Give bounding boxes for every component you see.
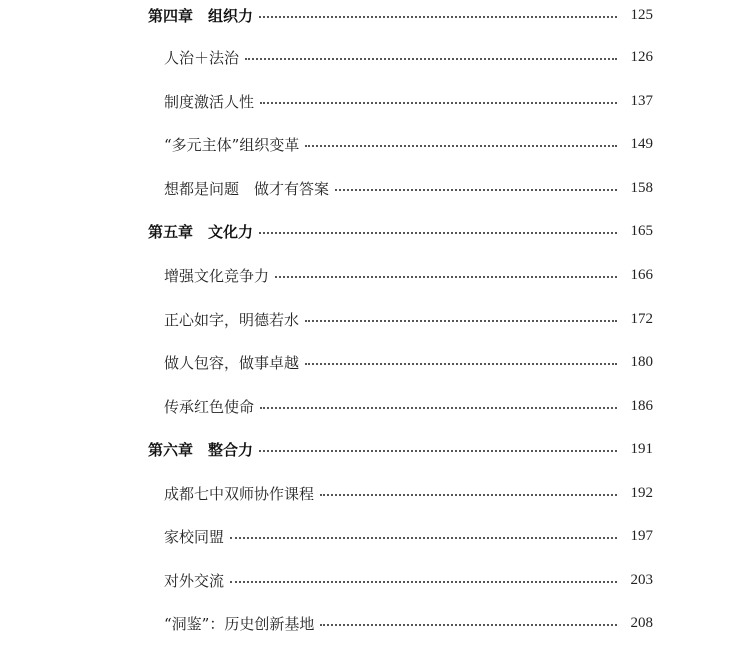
leader-dots bbox=[245, 58, 617, 60]
leader-dots bbox=[260, 102, 617, 104]
toc-entry-title: 家校同盟 bbox=[164, 527, 225, 546]
toc-section-entry bbox=[0, 304, 750, 334]
toc-entry-title: 传承红色使命 bbox=[164, 397, 255, 416]
toc-entry-title: 成都七中双师协作课程 bbox=[164, 484, 315, 503]
leader-dots bbox=[305, 320, 617, 322]
toc-entry-title: 第四章 组织力 bbox=[148, 6, 254, 25]
toc-entry-page: 172 bbox=[630, 310, 653, 327]
toc-chapter-entry bbox=[0, 0, 750, 30]
leader-dots bbox=[230, 581, 617, 583]
leader-dots bbox=[259, 232, 617, 234]
toc-entry-page: 125 bbox=[630, 6, 653, 23]
toc-entry-page: 191 bbox=[630, 440, 653, 457]
leader-dots bbox=[305, 363, 617, 365]
toc-entry-title: 人治＋法治 bbox=[164, 48, 240, 67]
toc-section-entry bbox=[0, 391, 750, 421]
leader-dots bbox=[230, 537, 617, 539]
toc-section-entry bbox=[0, 86, 750, 116]
toc-entry-title: “洞鉴”：历史创新基地 bbox=[164, 614, 315, 633]
toc-section-entry bbox=[0, 608, 750, 638]
toc-entry-title: 想都是问题 做才有答案 bbox=[164, 179, 330, 198]
toc-entry-title: 正心如字，明德若水 bbox=[164, 310, 300, 329]
toc-entry-title: 第六章 整合力 bbox=[148, 440, 254, 459]
leader-dots bbox=[305, 145, 617, 147]
toc-section-entry bbox=[0, 478, 750, 508]
toc-entry-title: 增强文化竞争力 bbox=[164, 266, 270, 285]
toc-entry-page: 158 bbox=[630, 179, 653, 196]
toc-entry-page: 149 bbox=[630, 135, 653, 152]
toc-section-entry bbox=[0, 521, 750, 551]
toc-entry-title: 第五章 文化力 bbox=[148, 222, 254, 241]
leader-dots bbox=[335, 189, 617, 191]
toc-entry-page: 208 bbox=[630, 614, 653, 631]
toc-section-entry bbox=[0, 173, 750, 203]
toc-section-entry bbox=[0, 347, 750, 377]
toc-entry-title: “多元主体”组织变革 bbox=[164, 135, 300, 154]
toc-section-entry bbox=[0, 129, 750, 159]
toc-entry-page: 203 bbox=[630, 571, 653, 588]
toc-section-entry bbox=[0, 260, 750, 290]
toc-entry-page: 126 bbox=[630, 48, 653, 65]
leader-dots bbox=[320, 624, 617, 626]
toc-entry-page: 166 bbox=[630, 266, 653, 283]
toc-entry-title: 做人包容，做事卓越 bbox=[164, 353, 300, 372]
toc-entry-page: 186 bbox=[630, 397, 653, 414]
toc-entry-page: 197 bbox=[630, 527, 653, 544]
toc-entry-page: 180 bbox=[630, 353, 653, 370]
toc-entry-page: 137 bbox=[630, 92, 653, 109]
toc-section-entry bbox=[0, 565, 750, 595]
toc-chapter-entry bbox=[0, 434, 750, 464]
toc-entry-title: 制度激活人性 bbox=[164, 92, 255, 111]
toc-chapter-entry bbox=[0, 216, 750, 246]
leader-dots bbox=[275, 276, 617, 278]
leader-dots bbox=[320, 494, 617, 496]
toc-entry-title: 对外交流 bbox=[164, 571, 225, 590]
leader-dots bbox=[259, 450, 617, 452]
leader-dots bbox=[260, 407, 617, 409]
toc-section-entry bbox=[0, 42, 750, 72]
leader-dots bbox=[259, 16, 617, 18]
toc-entry-page: 192 bbox=[630, 484, 653, 501]
toc-entry-page: 165 bbox=[630, 222, 653, 239]
